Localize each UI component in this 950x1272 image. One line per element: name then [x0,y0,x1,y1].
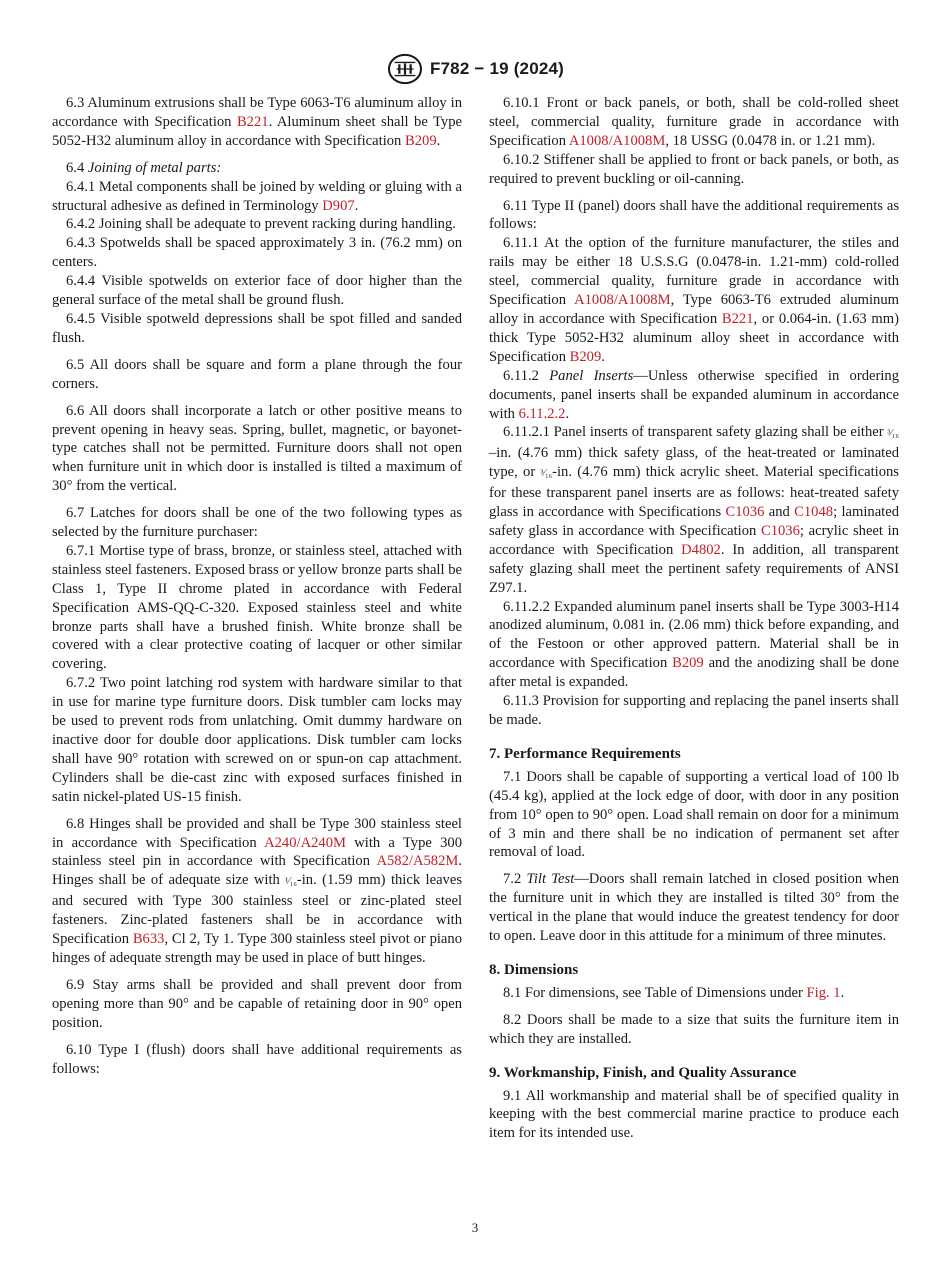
paragraph-6-11-2-2: 6.11.2.2 Expanded aluminum panel inserts shall be Type 3003-H14 anodized aluminum, 0.081 in. (2.06 mm) thick before expanding, and of the Festoon or other approved pattern. Material shall be in accordance with Specification B209 and the anodizing shall be done after metal is expanded. [489,598,899,691]
paragraph-6-5: 6.5 All doors shall be square and form a plane through the four corners. [52,356,462,392]
ref-d907[interactable]: D907 [322,197,355,214]
paragraph-8-1: 8.1 For dimensions, see Table of Dimensions under Fig. 1. [503,984,845,1001]
ref-b209[interactable]: B209 [672,655,704,672]
right-column [489,94,899,1143]
ref-c1036[interactable]: C1036 [760,522,800,539]
paragraph-6-4-4: 6.4.4 Visible spotwelds on exterior face of door higher than the general surface of the metal shall be ground flush. [52,273,462,309]
paragraph-6-4-5: 6.4.5 Visible spotweld depressions shall be spot filled and sanded flush. [52,310,462,346]
paragraph-6-4-2: 6.4.2 Joining shall be adequate to prevent racking during handling. [66,216,456,233]
paragraph-6-4: 6.4 Joining of metal parts: [66,159,222,176]
left-column [52,94,462,1078]
paragraph-6-7-2: 6.7.2 Two point latching rod system with hardware similar to that in use for marine type furniture doors. Disk tumbler cam locks may be used to prevent rods from unlatching. Omit dummy hardware on inactive door for double door applications. Disk tumbler cam locks shall have 90° rotation with screwed on or spun-on cap attachment. Cylinders shall be die-cast zinc with exposed surfaces finished in satin nickel-plated US-15 finish. [52,675,462,805]
ref-a582[interactable]: A582/A582M [376,853,459,870]
ref-a1008[interactable]: A1008/A1008M [574,292,671,309]
paragraph-6-7-1: 6.7.1 Mortise type of brass, bronze, or stainless steel, attached with stainless steel fasteners. Exposed brass or yellow bronze parts shall be Class 1, Type II chrome plated in accordance with Federal Specification AMS-QQ-C-320. Exposed stainless steel and white bronze parts shall have a brushed finish. White bronze shall be covered with a clear protective coating of lacquer or other similar covering. [52,542,462,673]
paragraph-6-3: 6.3 Aluminum extrusions shall be Type 6063-T6 aluminum alloy in accordance with Specification B221. Aluminum sheet shall be Type 5052-H32 aluminum alloy in accordance with Specification B209. [52,95,462,149]
paragraph-6-11-1: 6.11.1 At the option of the furniture manufacturer, the stiles and rails may be either 18 U.S.S.G (0.0478-in. 1.21-mm) cold-rolled steel, commercial quality, furniture grade in accordance with Specification A1008/A1008M, Type 6063-T6 extruded aluminum alloy in accordance with Specification B221, or 0.064-in. (1.63 mm) thick Type 5052-H32 aluminum alloy sheet in accordance with Specification B209. [489,235,899,365]
ref-b221[interactable]: B221 [721,310,754,327]
page-header [0,52,950,86]
paragraph-6-10: 6.10 Type I (flush) doors shall have additional requirements as follows: [52,1041,462,1077]
section-heading-7: 7. Performance Requirements [489,745,681,762]
paragraph-6-9: 6.9 Stay arms shall be provided and shall prevent door from opening more than 90° and be capable of retaining door in 90° open position. [52,976,462,1031]
astm-logo-icon [386,53,424,85]
ref-fig-1[interactable]: Fig. 1 [806,984,841,1001]
paragraph-6-4-1: 6.4.1 Metal components shall be joined by welding or gluing with a structural adhesive as defined in Terminology D907. [52,178,462,214]
paragraph-6-7: 6.7 Latches for doors shall be one of the two following types as selected by the furniture purchaser: [52,505,462,541]
paragraph-6-6: 6.6 All doors shall incorporate a latch or other positive means to prevent opening in heavy seas. Spring, bullet, magnetic, or bayonet-type catches shall not be permitted. Furniture doors shall not open when furniture unit in which door is installed is tilted a maximum of 30° from the vertical. [52,402,462,495]
ref-d4802[interactable]: D4802 [681,541,721,558]
ref-a240[interactable]: A240/A240M [264,834,346,851]
paragraph-6-11-2: 6.11.2 Panel Inserts—Unless otherwise specified in ordering documents, panel inserts shall be expanded aluminum in accordance with 6.11.2.2. [489,367,899,422]
paragraph-6-11: 6.11 Type II (panel) doors shall have the additional requirements as follows: [489,197,899,233]
ref-b209[interactable]: B209 [405,132,437,149]
ref-b633[interactable]: B633 [132,931,165,948]
paragraph-6-4-3: 6.4.3 Spotwelds shall be spaced approximately 3 in. (76.2 mm) on centers. [52,235,462,271]
paragraph-6-8: 6.8 Hinges shall be provided and shall be Type 300 stainless steel in accordance with Specification A240/A240M with a Type 300 stainless steel pin in accordance with Specification A582/A582M. Hinges shall be of adequate size with ¹⁄₁₆-in. (1.59 mm) thick leaves and secured with Type 300 stainless steel or zinc-plated steel fasteners. Zinc-plated fasteners shall be in accordance with Specification B633, Cl 2, Ty 1. Type 300 stainless steel pivot or piano hinges of adequate strength may be used in place of butt hinges. [52,815,462,966]
paragraph-8-2: 8.2 Doors shall be made to a size that suits the furniture item in which they are installed. [489,1011,899,1047]
paragraph-7-1: 7.1 Doors shall be capable of supporting a vertical load of 100 lb (45.4 kg), applied at the lock edge of door, with door in any position from 10° open to 90° open. Load shall remain on door for a minimum of 3 min and there shall be no indication of permanent set after removal of load. [489,768,899,861]
ref-a1008[interactable]: A1008/A1008M [568,132,666,149]
page-number: 3 [471,1220,479,1235]
section-heading-9: 9. Workmanship, Finish, and Quality Assurance [489,1064,797,1081]
ref-c1036[interactable]: C1036 [725,504,765,521]
paragraph-6-11-3: 6.11.3 Provision for supporting and replacing the panel inserts shall be made. [489,693,899,728]
ref-b221[interactable]: B221 [236,113,269,130]
document-designation: F782 − 19 (2024) [429,59,565,78]
ref-c1048[interactable]: C1048 [794,504,834,521]
paragraph-6-11-2-1: 6.11.2.1 Panel inserts of transparent safety glazing shall be either ³⁄₁₆ –in. (4.76 mm) thick safety glass, of the heat-treated or laminated type, or ³⁄₁₆-in. (4.76 mm) thick acrylic sheet. Material specifications for these transparent panel inserts are as follows: heat-treated safety glass in accordance with Specifications C1036 and C1048; laminated safety glass in accordance with Specification C1036; acrylic sheet in accordance with Specification D4802. In addition, all transparent safety glazing shall meet the pertinent safety requirements of ANSI Z97.1. [489,424,899,596]
section-heading-8: 8. Dimensions [489,961,579,978]
paragraph-6-10-2: 6.10.2 Stiffener shall be applied to front or back panels, or both, as required to prevent buckling or oil-canning. [489,151,899,187]
ref-6-11-2-2[interactable]: 6.11.2.2 [518,405,566,422]
ref-b209[interactable]: B209 [569,348,602,365]
paragraph-7-2: 7.2 Tilt Test—Doors shall remain latched in closed position when the furniture unit in which they are installed is tilted 30° from the vertical in the plane that would induce the greatest tendency for door to open. Leave door in this attitude for a minimum of three minutes. [489,871,900,945]
paragraph-6-10-1: 6.10.1 Front or back panels, or both, shall be cold-rolled sheet steel, commercial quality, furniture grade in accordance with Specification A1008/A1008M, 18 USSG (0.0478 in. or 1.21 mm). [489,95,899,149]
paragraph-9-1: 9.1 All workmanship and material shall be of specified quality in keeping with the best commercial marine practice to produce each item for its intended use. [489,1087,899,1142]
